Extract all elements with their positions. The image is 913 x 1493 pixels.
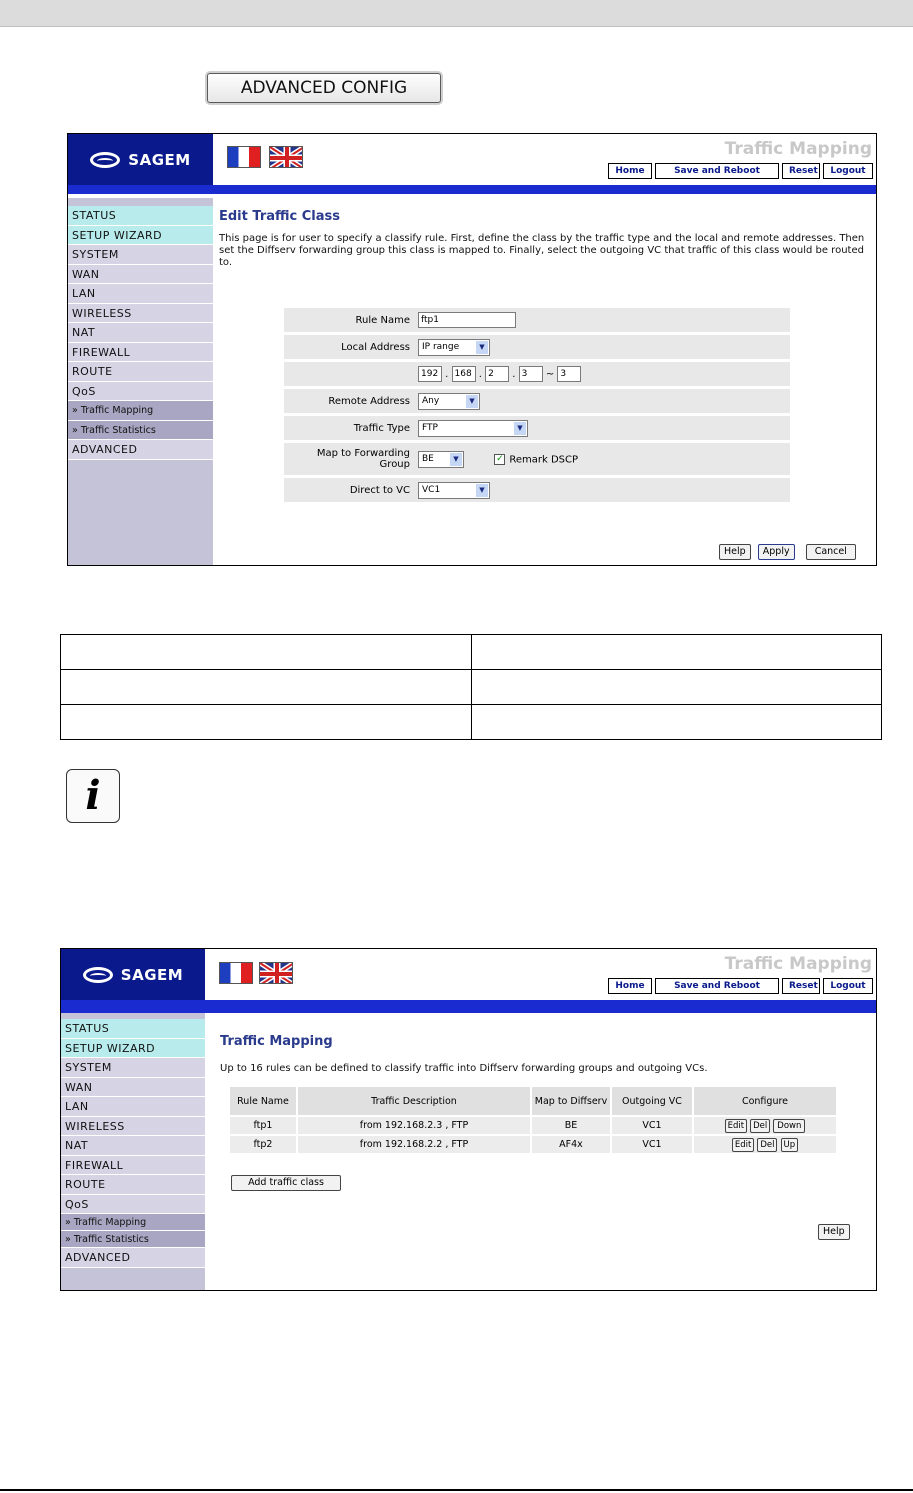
help-button[interactable]: Help — [719, 544, 751, 560]
ip-range-end[interactable]: 3 — [557, 366, 581, 382]
nav-logout[interactable]: Logout — [823, 978, 873, 994]
sidebar-item-qos[interactable]: QoS — [61, 1195, 205, 1215]
remark-dscp-label: Remark DSCP — [509, 454, 579, 465]
chevron-down-icon: ▼ — [466, 395, 478, 408]
page-bottom-rule — [0, 1489, 913, 1491]
cancel-button[interactable]: Cancel — [806, 544, 856, 560]
sidebar — [68, 198, 213, 565]
sidebar-item-system[interactable]: SYSTEM — [68, 245, 213, 265]
traffic-description-cell: from 192.168.2.2 , FTP — [298, 1136, 530, 1153]
configure-cell — [694, 1136, 836, 1153]
direct-vc-label: Direct to VC — [284, 477, 414, 504]
edit-button[interactable]: Edit — [732, 1138, 754, 1152]
sidebar-item-route[interactable]: ROUTE — [68, 362, 213, 382]
outgoing-vc-cell: VC1 — [612, 1117, 692, 1134]
section-heading: Edit Traffic Class — [219, 209, 340, 224]
chevron-down-icon: ▼ — [514, 422, 526, 435]
sidebar-item-route[interactable]: ROUTE — [61, 1175, 205, 1195]
move-down-button[interactable]: Down — [773, 1119, 805, 1133]
local-address-select[interactable]: IP range ▼ — [418, 339, 490, 356]
map-diffserv-cell: AF4x — [532, 1136, 610, 1153]
sidebar-item-firewall[interactable]: FIREWALL — [68, 343, 213, 363]
traffic-description-cell: from 192.168.2.3 , FTP — [298, 1117, 530, 1134]
nav-logout[interactable]: Logout — [823, 163, 873, 179]
chevron-down-icon: ▼ — [476, 484, 488, 497]
table-row — [230, 1136, 836, 1153]
rule-name-cell: ftp2 — [230, 1136, 296, 1153]
page-title: Traffic Mapping — [724, 954, 872, 974]
top-nav — [605, 163, 873, 179]
sidebar-item-advanced[interactable]: ADVANCED — [68, 440, 213, 460]
french-flag-icon[interactable] — [227, 146, 261, 168]
sidebar-item-status[interactable]: STATUS — [61, 1019, 205, 1039]
range-separator: ~ — [545, 369, 555, 380]
local-address-label: Local Address — [284, 334, 414, 361]
ip-octet-2[interactable]: 168 — [452, 366, 476, 382]
rule-name-cell: ftp1 — [230, 1117, 296, 1134]
nav-home[interactable]: Home — [608, 163, 652, 179]
sidebar-item-lan[interactable]: LAN — [61, 1097, 205, 1117]
sidebar-item-traffic-statistics[interactable]: » Traffic Statistics — [61, 1231, 205, 1248]
nav-reset[interactable]: Reset — [782, 978, 820, 994]
sidebar-item-traffic-mapping[interactable]: » Traffic Mapping — [68, 401, 213, 421]
section-heading: Traffic Mapping — [220, 1034, 333, 1049]
nav-reset[interactable]: Reset — [782, 163, 820, 179]
table-row — [230, 1117, 836, 1134]
section-description: Up to 16 rules can be defined to classify traffic into Diffserv forwarding groups and outgoing VCs. — [220, 1063, 708, 1074]
sagem-logo[interactable]: SAGEM — [61, 949, 205, 1000]
blue-band — [68, 185, 876, 194]
traffic-type-select[interactable]: FTP ▼ — [418, 420, 528, 437]
sidebar-item-traffic-statistics[interactable]: » Traffic Statistics — [68, 421, 213, 441]
form-buttons — [719, 539, 856, 560]
sidebar — [61, 1013, 205, 1290]
configure-cell — [694, 1117, 836, 1134]
sidebar-item-advanced[interactable]: ADVANCED — [61, 1248, 205, 1268]
outgoing-vc-cell: VC1 — [612, 1136, 692, 1153]
page-title: Traffic Mapping — [724, 139, 872, 159]
move-up-button[interactable]: Up — [781, 1138, 799, 1152]
col-rule-name: Rule Name — [230, 1087, 296, 1115]
sidebar-item-wan[interactable]: WAN — [61, 1078, 205, 1098]
nav-save-reboot[interactable]: Save and Reboot — [655, 163, 779, 179]
sidebar-item-status[interactable]: STATUS — [68, 206, 213, 226]
apply-button[interactable]: Apply — [758, 544, 795, 560]
sidebar-item-nat[interactable]: NAT — [68, 323, 213, 343]
content-area — [219, 209, 869, 269]
info-icon: i — [66, 769, 120, 823]
map-forwarding-label: Map to Forwarding Group — [284, 442, 414, 477]
chevron-down-icon: ▼ — [476, 341, 488, 354]
sagem-logo[interactable]: SAGEM — [68, 134, 213, 185]
chevron-down-icon: ▼ — [450, 453, 462, 466]
advanced-config-button[interactable]: ADVANCED CONFIG — [207, 73, 441, 103]
french-flag-icon[interactable] — [219, 962, 253, 984]
map-diffserv-cell: BE — [532, 1117, 610, 1134]
rule-name-input[interactable]: ftp1 — [418, 312, 516, 328]
col-outgoing-vc: Outgoing VC — [612, 1087, 692, 1115]
sidebar-item-system[interactable]: SYSTEM — [61, 1058, 205, 1078]
forwarding-group-select[interactable]: BE ▼ — [418, 451, 464, 468]
blue-band — [61, 1000, 876, 1013]
remark-dscp-checkbox[interactable]: ✓ — [496, 453, 504, 464]
sidebar-item-lan[interactable]: LAN — [68, 284, 213, 304]
remote-address-label: Remote Address — [284, 388, 414, 415]
ip-octet-1[interactable]: 192 — [418, 366, 442, 382]
help-button[interactable]: Help — [818, 1224, 850, 1240]
ip-octet-3[interactable]: 2 — [485, 366, 509, 382]
delete-button[interactable]: Del — [757, 1138, 777, 1152]
nav-home[interactable]: Home — [608, 978, 652, 994]
traffic-class-form: Rule Name ftp1 Local Address IP range ▼ 192 . 168 . 2 . 3 ~ 3 Remote Address Any ▼ Traffic Type FTP ▼ Map to Forwarding Group BE ▼ ✓ Remark DSCP Direct to VC VC1 ▼ — [284, 308, 790, 505]
edit-traffic-class-screenshot — [67, 133, 877, 566]
uk-flag-icon[interactable] — [259, 962, 293, 984]
sidebar-item-qos[interactable]: QoS — [68, 382, 213, 402]
delete-button[interactable]: Del — [750, 1119, 770, 1133]
sagem-logo-icon — [90, 152, 120, 168]
ip-octet-4[interactable]: 3 — [519, 366, 543, 382]
col-map-diffserv: Map to Diffserv — [532, 1087, 610, 1115]
section-description: This page is for user to specify a classify rule. First, define the class by the traffic type and the local and remote addresses. Then set the Diffserv forwarding group this class is mapped to. Finally, select the outgoing VC that traffic of this class would be routed to. — [219, 233, 865, 268]
remote-address-select[interactable]: Any ▼ — [418, 393, 480, 410]
sidebar-item-nat[interactable]: NAT — [61, 1136, 205, 1156]
traffic-type-label: Traffic Type — [284, 415, 414, 442]
document-top-bar — [0, 0, 913, 27]
sidebar-item-firewall[interactable]: FIREWALL — [61, 1156, 205, 1176]
add-traffic-class-button[interactable]: Add traffic class — [231, 1175, 341, 1191]
sidebar-item-wireless[interactable]: WIRELESS — [61, 1117, 205, 1137]
sidebar-item-wireless[interactable]: WIRELESS — [68, 304, 213, 324]
sidebar-item-setup-wizard[interactable]: SETUP WIZARD — [61, 1039, 205, 1059]
sidebar-item-traffic-mapping[interactable]: » Traffic Mapping — [61, 1214, 205, 1231]
uk-flag-icon[interactable] — [269, 146, 303, 168]
edit-button[interactable]: Edit — [725, 1119, 747, 1133]
traffic-mapping-screenshot — [60, 948, 877, 1291]
document-table — [60, 634, 882, 740]
top-nav — [605, 978, 873, 994]
col-traffic-description: Traffic Description — [298, 1087, 530, 1115]
direct-vc-select[interactable]: VC1 ▼ — [418, 482, 490, 499]
sidebar-item-setup-wizard[interactable]: SETUP WIZARD — [68, 226, 213, 246]
col-configure: Configure — [694, 1087, 836, 1115]
sagem-logo-icon — [83, 967, 113, 983]
traffic-mapping-table — [228, 1085, 838, 1155]
nav-save-reboot[interactable]: Save and Reboot — [655, 978, 779, 994]
rule-name-label: Rule Name — [284, 308, 414, 334]
content-area — [220, 1034, 860, 1075]
sidebar-item-wan[interactable]: WAN — [68, 265, 213, 285]
